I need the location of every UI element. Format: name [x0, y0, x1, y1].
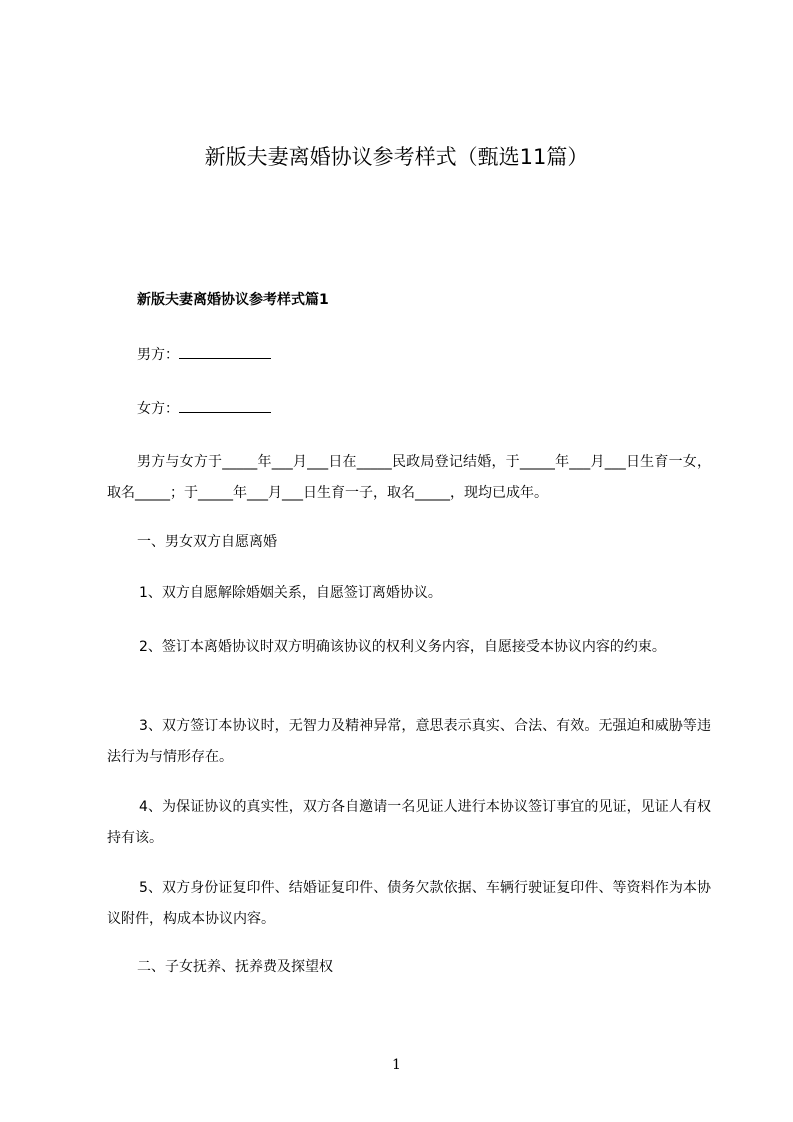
male-party-label: 男方：: [137, 347, 179, 363]
clause-2: 2、签订本离婚协议时双方明确该协议的权利义务内容，自愿接受本协议内容的约束。: [139, 639, 666, 655]
page-number: 1: [392, 1057, 401, 1073]
female-party-label: 女方：: [137, 401, 179, 417]
intro-paragraph: 男方与女方于_____年___月___日在_____民政局登记结婚，于_____年___月___日生育一女，取名_____；于_____年___月___日生育一子，取名_____，现均已成年。: [107, 454, 711, 501]
clause-4: 4、为保证协议的真实性，双方各自邀请一名见证人进行本协议签订事宜的见证，见证人有权持有该。: [107, 799, 711, 846]
female-party-blank: [179, 398, 271, 413]
heading-two: 二、子女抚养、抚养费及探望权: [137, 959, 333, 975]
male-party-field: [137, 344, 271, 365]
female-party-field: [137, 398, 271, 419]
heading-one: 一、男女双方自愿离婚: [137, 534, 277, 550]
clause-5: 5、双方身份证复印件、结婚证复印件、债务欠款依据、车辆行驶证复印件、等资料作为本协议附件，构成本协议内容。: [107, 880, 711, 927]
clause-1: 1、双方自愿解除婚姻关系，自愿签订离婚协议。: [139, 585, 442, 601]
male-party-blank: [179, 344, 271, 359]
clause-3: 3、双方签订本协议时，无智力及精神异常，意思表示真实、合法、有效。无强迫和威胁等违法行为与情形存在。: [107, 718, 711, 765]
section-heading: 新版夫妻离婚协议参考样式篇1: [137, 292, 329, 308]
document-title: 新版夫妻离婚协议参考样式（甄选11篇）: [204, 145, 589, 169]
